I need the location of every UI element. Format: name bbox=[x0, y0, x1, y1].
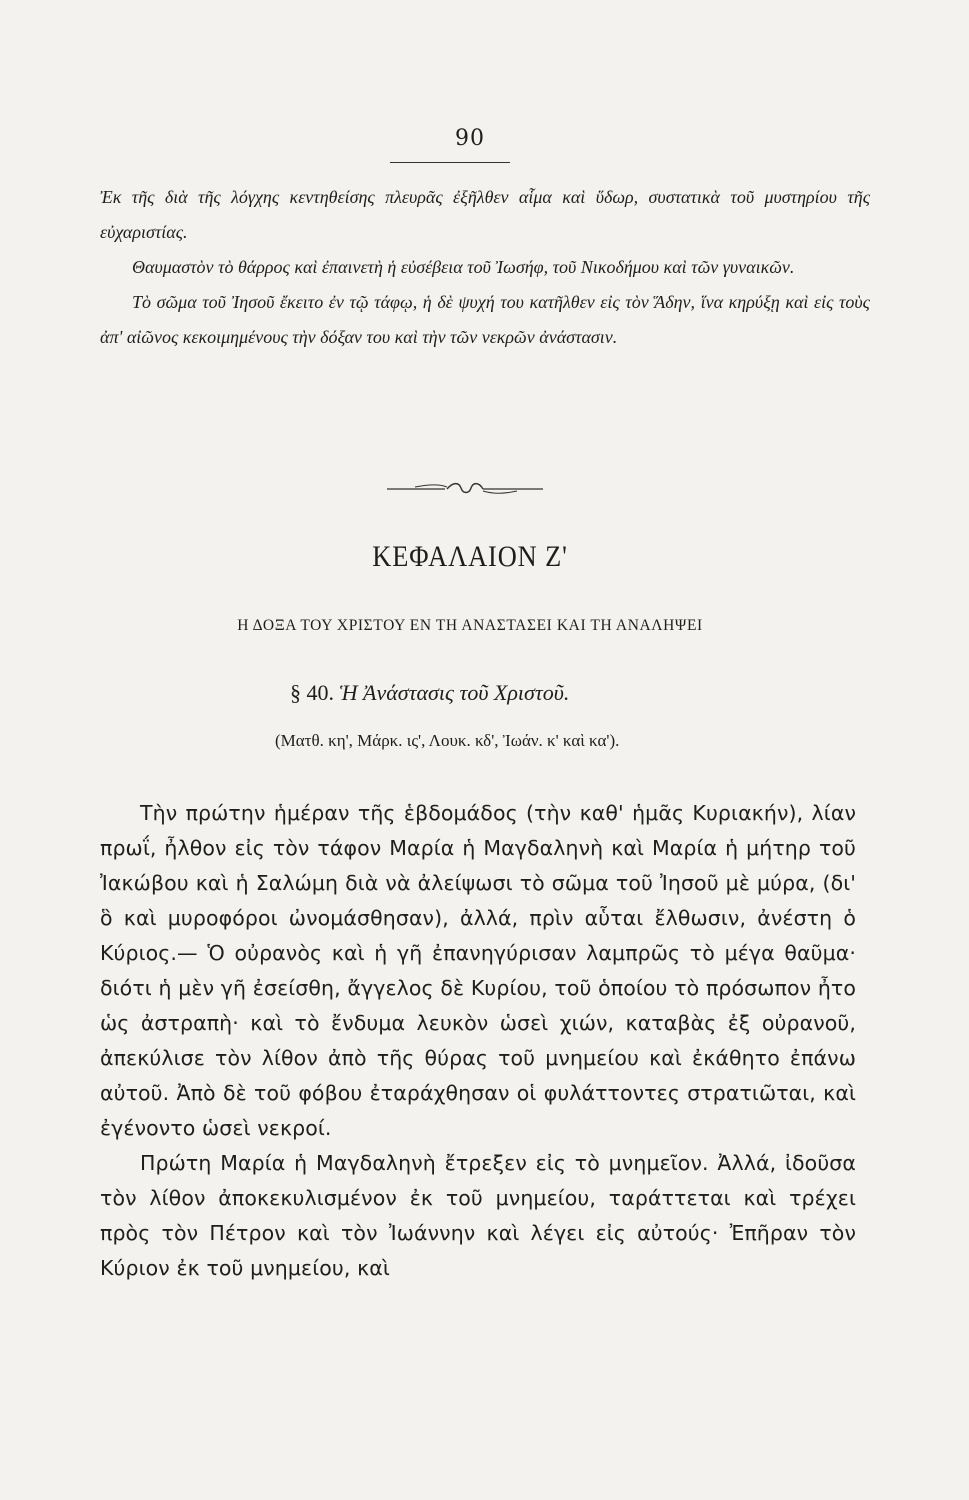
intro-paragraph: Θαυμαστὸν τὸ θάρρος καὶ ἐπαινετὴ ἡ εὐσέβεια τοῦ Ἰωσήφ, τοῦ Νικοδήμου καὶ τῶν γυναικῶν. bbox=[132, 257, 795, 277]
intro-paragraph: Τὸ σῶμα τοῦ Ἰησοῦ ἔκειτο ἐν τῷ τάφῳ, ἡ δὲ ψυχή του κατῆλθεν εἰς τὸν Ἅδην, ἵνα κηρύξῃ καὶ εἰς τοὺς ἀπ' αἰῶνος κεκοιμημένους τὴν δόξαν του καὶ τὴν τῶν νεκρῶν ἀνάστασιν. bbox=[100, 292, 870, 347]
scripture-references: (Ματθ. κη', Μάρκ. ις', Λουκ. κδ', Ἰωάν. κ' καὶ κα'). bbox=[275, 731, 620, 750]
decorative-swash-divider-icon bbox=[385, 478, 545, 498]
chapter-title: ΚΕΦΑΛΑΙΟΝ Ζ' bbox=[372, 540, 568, 573]
intro-text-block bbox=[100, 180, 870, 355]
main-text-block bbox=[100, 796, 856, 1286]
section-number: § 40. bbox=[290, 680, 334, 705]
body-paragraph: Τὴν πρώτην ἡμέραν τῆς ἑβδομάδος (τὴν καθ' ἡμᾶς Κυριακήν), λίαν πρωΐ, ἦλθον εἰς τὸν τάφον Μαρία ἡ Μαγδαληνὴ καὶ Μαρία ἡ μήτηρ τοῦ Ἰακώβου καὶ ἡ Σαλώμη διὰ νὰ ἀλείψωσι τὸ σῶμα τοῦ Ἰησοῦ μὲ μύρα, (δι' ὃ καὶ μυροφόροι ὠνομάσθησαν), ἀλλά, πρὶν αὗται ἔλθωσιν, ἀνέστη ὁ Κύριος.— Ὁ οὐρανὸς καὶ ἡ γῆ ἐπανηγύρισαν λαμπρῶς τὸ μέγα θαῦμα· διότι ἡ μὲν γῆ ἐσείσθη, ἄγγελος δὲ Κυρίου, τοῦ ὁποίου τὸ πρόσωπον ἦτο ὡς ἀστραπὴ· καὶ τὸ ἔνδυμα λευκὸν ὡσεὶ χιών, καταβὰς ἐξ οὐρανοῦ, ἀπεκύλισε τὸν λίθον ἀπὸ τῆς θύρας τοῦ μνημείου καὶ ἐκάθητο ἐπάνω αὐτοῦ. Ἀπὸ δὲ τοῦ φόβου ἐταράχθησαν οἱ φυλάττοντες στρατιῶται, καὶ ἐγένοντο ὡσεὶ νεκροί. bbox=[100, 801, 856, 1140]
body-paragraph: Πρώτη Μαρία ἡ Μαγδαληνὴ ἔτρεξεν εἰς τὸ μνημεῖον. Ἀλλά, ἰδοῦσα τὸν λίθον ἀποκεκυλισμένον ἐκ τοῦ μνημείου, ταράττεται καὶ τρέχει πρὸς τὸν Πέτρον καὶ τὸν Ἰωάννην καὶ λέγει εἰς αὐτούς· Ἐπῆραν τὸν Κύριον ἐκ τοῦ μνημείου, καὶ bbox=[100, 1151, 856, 1280]
page-number: 90 bbox=[455, 126, 485, 151]
section-title: Ἡ Ἀνάστασις τοῦ Χριστοῦ. bbox=[339, 680, 570, 705]
section-heading bbox=[290, 680, 810, 706]
header-rule bbox=[390, 162, 510, 163]
intro-paragraph: Ἐκ τῆς διὰ τῆς λόγχης κεντηθείσης πλευρᾶς ἐξῆλθεν αἷμα καὶ ὕδωρ, συστατικὰ τοῦ μυστηρίου τῆς εὐχαριστίας. bbox=[100, 187, 870, 242]
chapter-subtitle: Η ΔΟΞΑ ΤΟΥ ΧΡΙΣΤΟΥ ΕΝ ΤΗ ΑΝΑΣΤΑΣΕΙ ΚΑΙ ΤΗ ΑΝΑΛΗΨΕΙ bbox=[237, 617, 703, 634]
